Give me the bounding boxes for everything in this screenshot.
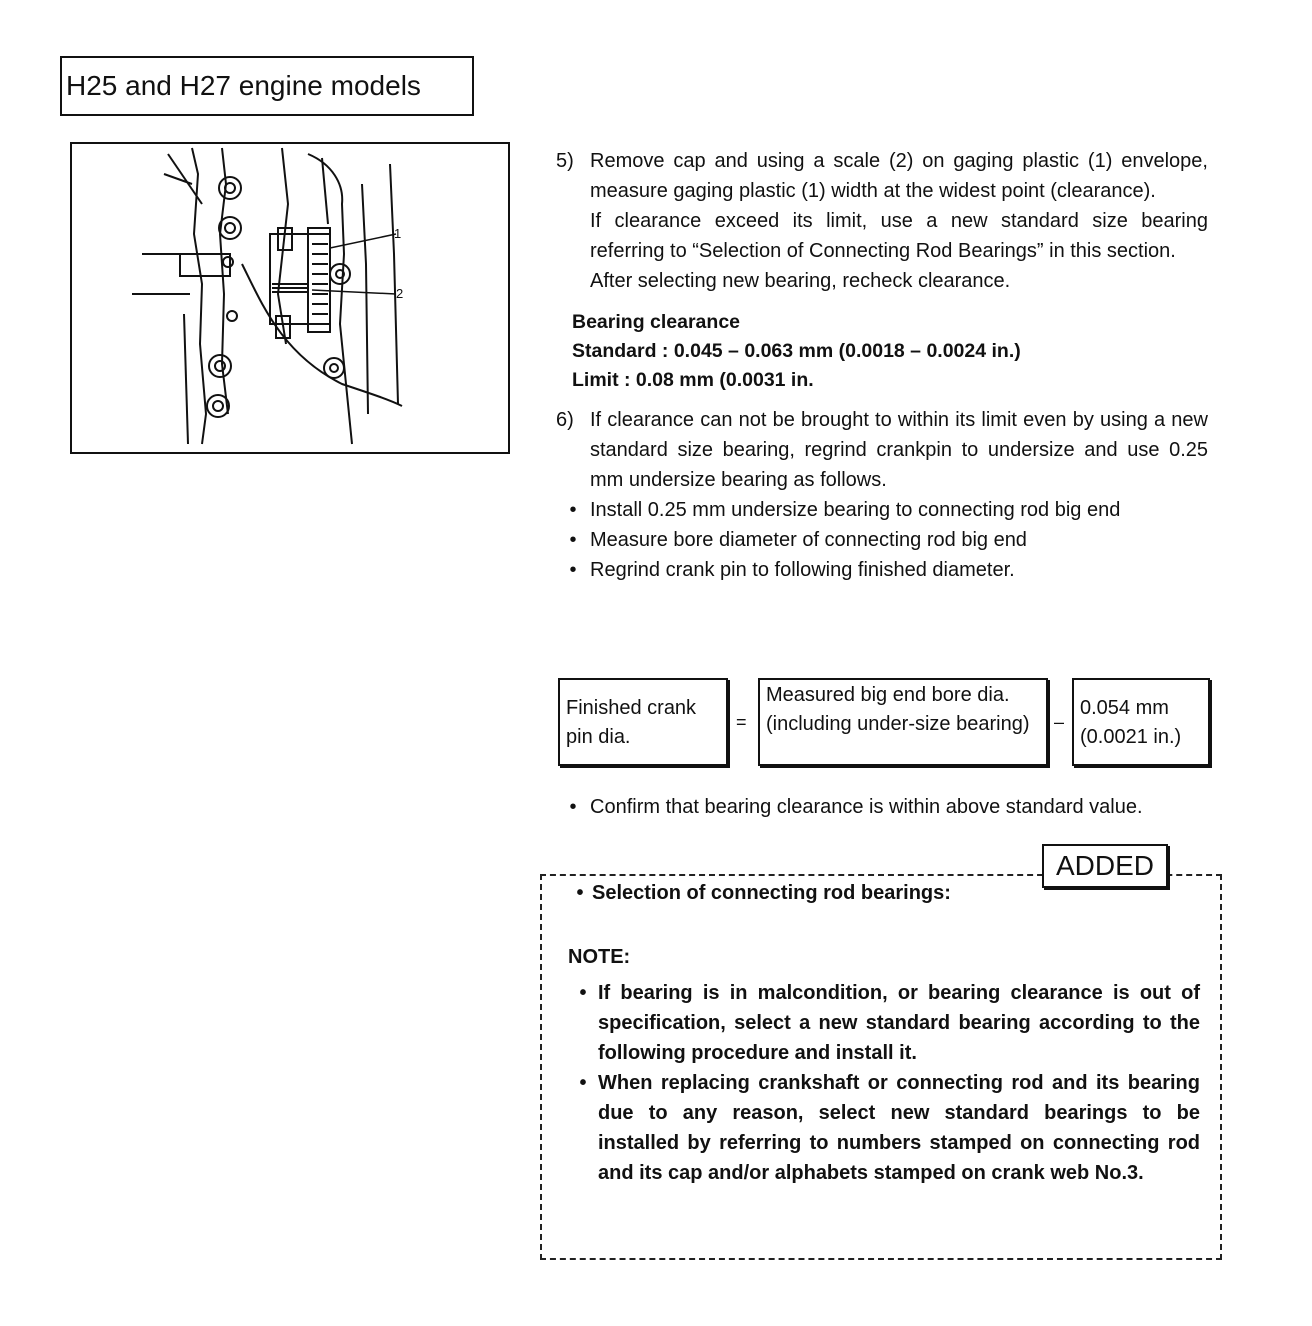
list-item: • When replacing crankshaft or connecting rod and its bearing due to any reason, select new standard bearings to be installed by referring to numbers stamped on connecting rod and its cap and/or alphabets stamped on crank web No.3. (579, 1072, 1200, 1184)
formula-offset: 0.054 mm (0.0021 in.) (1072, 678, 1210, 766)
step-6-bullets (556, 495, 1208, 585)
connecting-rod-diagram (72, 144, 508, 452)
section-title: H25 and H27 engine models (60, 56, 474, 116)
selection-heading: • Selection of connecting rod bearings: (576, 882, 951, 904)
step-6-text: If clearance can not be brought to within its limit even by using a new standard size bearing, regrind crankpin to undersize and use 0.25 mm undersize bearing as follows. (590, 409, 1208, 491)
formula-measured-bore: Measured big end bore dia. (including under-size bearing) (758, 678, 1048, 766)
procedure-text (556, 146, 1208, 585)
step-number: 6) (556, 409, 574, 431)
formula-minus: – (1054, 712, 1065, 732)
list-item: • If bearing is in malcondition, or bearing clearance is out of specification, select a new standard bearing according to the following procedure and install it. (579, 982, 1200, 1064)
formula-finished-dia: Finished crank pin dia. (558, 678, 728, 766)
step-5-limit-text: If clearance exceed its limit, use a new standard size bearing referring to “Selection of Connecting Rod Bearings” in this section. (590, 210, 1208, 262)
step-number: 5) (556, 150, 574, 172)
callout-1: 1 (394, 226, 402, 241)
confirm-text: Confirm that bearing clearance is within above standard value. (590, 796, 1143, 818)
engine-illustration (70, 142, 510, 454)
formula-equals: = (736, 712, 747, 732)
bearing-clearance-spec (572, 308, 1208, 395)
spec-standard: Standard : 0.045 – 0.063 mm (0.0018 – 0.0024 in.) (572, 340, 1021, 362)
step-5-text: Remove cap and using a scale (2) on gaging plastic (1) envelope, measure gaging plastic (1) width at the widest point (clearance). (590, 150, 1208, 202)
spec-heading: Bearing clearance (572, 311, 741, 333)
crankpin-formula (556, 676, 1214, 770)
list-item: • Install 0.25 mm undersize bearing to connecting rod big end (569, 499, 1121, 521)
step-5-recheck-text: After selecting new bearing, recheck clearance. (590, 270, 1011, 292)
step-5 (556, 146, 1208, 296)
confirm-bullet: • Confirm that bearing clearance is within above standard value. (556, 792, 1208, 822)
list-item: • Measure bore diameter of connecting rod big end (569, 529, 1027, 551)
step-6 (556, 405, 1208, 495)
added-tag: ADDED (1042, 844, 1168, 888)
note-heading: NOTE: (568, 946, 631, 968)
callout-2: 2 (396, 286, 404, 301)
list-item: • Regrind crank pin to following finished diameter. (569, 559, 1015, 581)
added-section (568, 878, 1200, 1188)
note-list (568, 978, 1200, 1188)
spec-limit: Limit : 0.08 mm (0.0031 in. (572, 369, 814, 391)
